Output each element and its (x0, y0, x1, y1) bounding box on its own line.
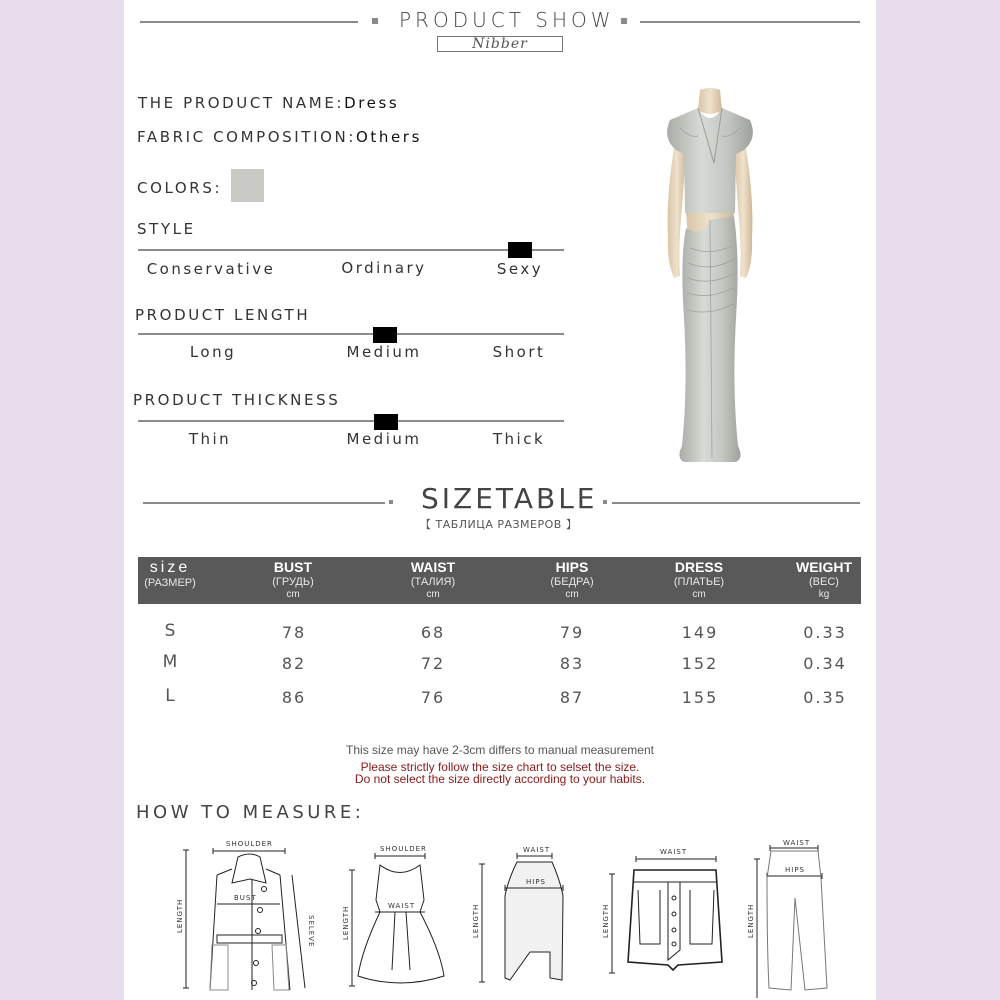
cell-dress: 149 (681, 623, 719, 642)
style-scale-marker (508, 242, 532, 258)
thickness-title: PRODUCT THICKNESS (133, 391, 341, 409)
svg-text:LENGTH: LENGTH (342, 905, 350, 940)
svg-text:WAIST: WAIST (783, 839, 811, 847)
measurement-note: This size may have 2-3cm differs to manual measurement (346, 743, 654, 757)
header-line-left (140, 21, 358, 23)
header-line-right (640, 21, 860, 23)
col-header-hips: HIPS (БЕДРА) cm (550, 559, 594, 600)
product-name-label: THE PRODUCT NAME: (138, 94, 345, 112)
svg-text:WAIST: WAIST (523, 846, 551, 854)
page-title: PRODUCT SHOW (399, 8, 615, 32)
fabric-label: FABRIC COMPOSITION: (137, 128, 356, 146)
colors-label: COLORS: (137, 179, 223, 197)
pants-measure-diagram (745, 838, 830, 998)
thickness-option-thin: Thin (188, 430, 232, 448)
thickness-option-thick: Thick (492, 430, 546, 448)
svg-text:SHOULDER: SHOULDER (380, 845, 427, 853)
svg-text:LENGTH: LENGTH (747, 903, 755, 938)
length-option-long: Long (189, 343, 237, 361)
cell-bust: 86 (281, 688, 307, 707)
cell-waist: 72 (420, 654, 446, 673)
warning-note-2: Do not select the size directly according to your habits. (354, 772, 646, 786)
style-title: STYLE (137, 220, 196, 238)
cell-size: M (162, 652, 178, 672)
how-to-measure-title: HOW TO MEASURE: (136, 802, 365, 823)
sizetable-subtitle: 【 ТАБЛИЦА РАЗМЕРОВ 】 (420, 518, 578, 531)
sizetable-dot-left (389, 500, 393, 504)
jacket-measure-diagram (170, 835, 315, 1000)
style-option-sexy: Sexy (496, 260, 544, 278)
fabric-value: Others (355, 128, 422, 146)
svg-text:SELEVE: SELEVE (307, 915, 315, 948)
col-header-bust: BUST (ГРУДЬ) cm (272, 559, 314, 600)
col-header-size: size (РАЗМЕР) (144, 559, 196, 589)
cell-weight: 0.34 (803, 654, 847, 673)
sizetable-dot-right (603, 500, 607, 504)
cell-dress: 155 (681, 688, 719, 707)
svg-text:SHOULDER: SHOULDER (226, 840, 273, 848)
sizetable-line-left (143, 502, 385, 504)
cell-dress: 152 (681, 654, 719, 673)
cell-hips: 83 (559, 654, 585, 673)
cell-size: L (165, 686, 175, 706)
thickness-scale-marker (374, 414, 398, 430)
cell-weight: 0.33 (803, 623, 847, 642)
svg-text:LENGTH: LENGTH (602, 903, 610, 938)
header-dot-right (621, 18, 627, 24)
length-title: PRODUCT LENGTH (135, 306, 311, 324)
cell-bust: 82 (281, 654, 307, 673)
svg-text:LENGTH: LENGTH (176, 898, 184, 933)
length-scale-track (138, 333, 564, 335)
thickness-scale-track (138, 420, 564, 422)
svg-text:HIPS: HIPS (785, 866, 805, 874)
brand-label: Nibber (437, 36, 563, 52)
mini-skirt-measure-diagram (598, 840, 728, 980)
dress-measure-diagram (340, 840, 460, 990)
size-table-header (138, 557, 861, 604)
svg-text:WAIST: WAIST (388, 902, 416, 910)
header-dot-left (372, 18, 378, 24)
cell-bust: 78 (281, 623, 307, 642)
product-image (640, 88, 780, 468)
col-header-waist: WAIST (ТАЛИЯ) cm (410, 559, 456, 600)
style-option-conservative: Conservative (146, 260, 276, 278)
length-option-short: Short (492, 343, 546, 361)
style-option-ordinary: Ordinary (341, 259, 427, 277)
svg-text:LENGTH: LENGTH (472, 903, 480, 938)
col-header-dress: DRESS (ПЛАТЬЕ) cm (673, 559, 725, 600)
svg-text:WAIST: WAIST (660, 848, 688, 856)
cell-waist: 76 (420, 688, 446, 707)
warning-note-1: Please strictly follow the size chart to selset the size. (360, 760, 640, 774)
pencil-skirt-measure-diagram (470, 840, 570, 990)
cell-hips: 87 (559, 688, 585, 707)
col-header-weight: WEIGHT (ВЕС) kg (796, 559, 852, 600)
length-scale-marker (373, 327, 397, 343)
sizetable-title: SIZETABLE (421, 482, 598, 515)
svg-text:HIPS: HIPS (526, 878, 546, 886)
cell-weight: 0.35 (803, 688, 847, 707)
sizetable-line-right (612, 502, 860, 504)
cell-size: S (164, 621, 176, 641)
cell-hips: 79 (559, 623, 585, 642)
length-option-medium: Medium (346, 343, 422, 361)
cell-waist: 68 (420, 623, 446, 642)
style-scale-track (138, 249, 564, 251)
fabric-row (137, 128, 422, 146)
color-swatch-silver[interactable] (231, 169, 264, 202)
thickness-option-medium: Medium (346, 430, 422, 448)
product-name-row (138, 94, 399, 112)
product-name-value: Dress (344, 94, 400, 112)
svg-text:BUST: BUST (234, 894, 257, 902)
